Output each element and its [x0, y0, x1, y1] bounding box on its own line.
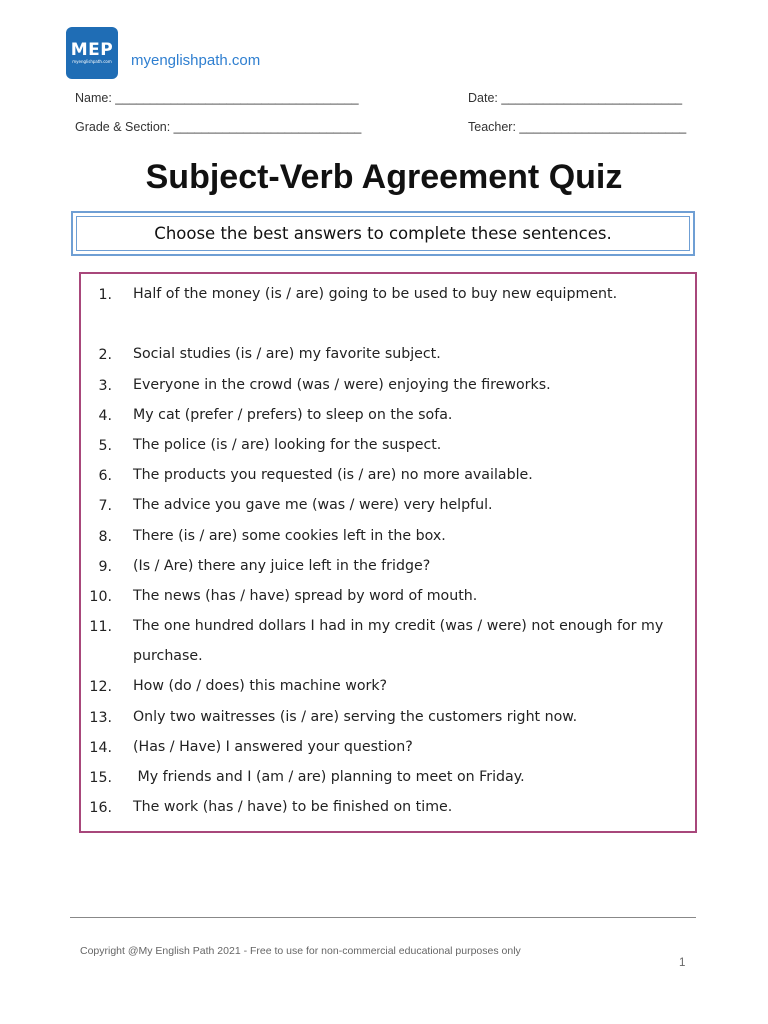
grade-section-field: Grade & Section: ___________________________ [75, 120, 362, 134]
question-number: 5. [98, 437, 112, 454]
instruction-text: Choose the best answers to complete these sentences. [154, 224, 612, 243]
page-title: Subject-Verb Agreement Quiz [145, 158, 623, 196]
question-text: The news (has / have) spread by word of mouth. [133, 587, 478, 604]
question-text: There (is / are) some cookies left in the box. [133, 527, 446, 544]
question-number: 15. [89, 770, 112, 787]
site-url[interactable]: myenglishpath.com [131, 52, 261, 69]
question-number: 14. [89, 739, 112, 756]
page-number: 1 [679, 957, 686, 969]
question-text: The police (is / are) looking for the suspect. [133, 436, 442, 453]
question-item [81, 283, 695, 343]
question-text: The one hundred dollars I had in my credit (was / were) not enough for my purchase. [133, 618, 668, 665]
logo-text: MEP [70, 40, 114, 60]
question-item [81, 615, 695, 675]
question-number: 1. [98, 287, 112, 303]
teacher-field: Teacher: ________________________ [468, 120, 687, 134]
question-text: The products you requested (is / are) no more available. [133, 467, 533, 484]
question-number: 7. [98, 498, 112, 515]
question-text: Everyone in the crowd (was / were) enjoying the fireworks. [133, 376, 551, 393]
question-number: 16. [89, 800, 112, 817]
mep-logo [66, 27, 118, 79]
question-number: 2. [98, 347, 112, 364]
question-text: The work (has / have) to be finished on time. [133, 799, 453, 816]
question-box [79, 272, 697, 833]
question-number: 8. [98, 528, 112, 545]
question-text: (Has / Have) I answered your question? [133, 738, 413, 755]
question-number: 6. [98, 468, 112, 485]
question-text: (Is / Are) there any juice left in the fridge? [133, 557, 431, 574]
question-text: Social studies (is / are) my favorite subject. [133, 346, 441, 363]
instruction-box [71, 211, 695, 256]
question-number: 4. [98, 407, 112, 424]
question-text: How (do / does) this machine work? [133, 678, 388, 695]
name-field: Name: ___________________________________ [75, 91, 359, 105]
question-number: 9. [98, 558, 112, 575]
question-number: 11. [89, 619, 112, 636]
question-text: My cat (prefer / prefers) to sleep on the sofa. [133, 406, 453, 423]
question-item [81, 796, 695, 826]
question-number: 13. [89, 709, 112, 726]
date-field: Date: __________________________ [468, 91, 683, 105]
question-text: Half of the money (is / are) going to be used to buy new equipment. [133, 286, 618, 302]
question-number: 3. [98, 377, 112, 394]
question-list [81, 283, 695, 826]
question-number: 12. [89, 679, 112, 696]
copyright-text: Copyright @My English Path 2021 - Free to use for non-commercial educational purposes only [80, 945, 521, 957]
logo-subtext: myenglishpath.com [72, 59, 112, 64]
footer-divider [70, 917, 696, 918]
question-text: My friends and I (am / are) planning to meet on Friday. [133, 769, 525, 786]
question-text: The advice you gave me (was / were) very helpful. [133, 497, 493, 514]
question-number: 10. [89, 588, 112, 605]
instruction-inner-border [76, 216, 690, 251]
question-text: Only two waitresses (is / are) serving the customers right now. [133, 708, 578, 725]
